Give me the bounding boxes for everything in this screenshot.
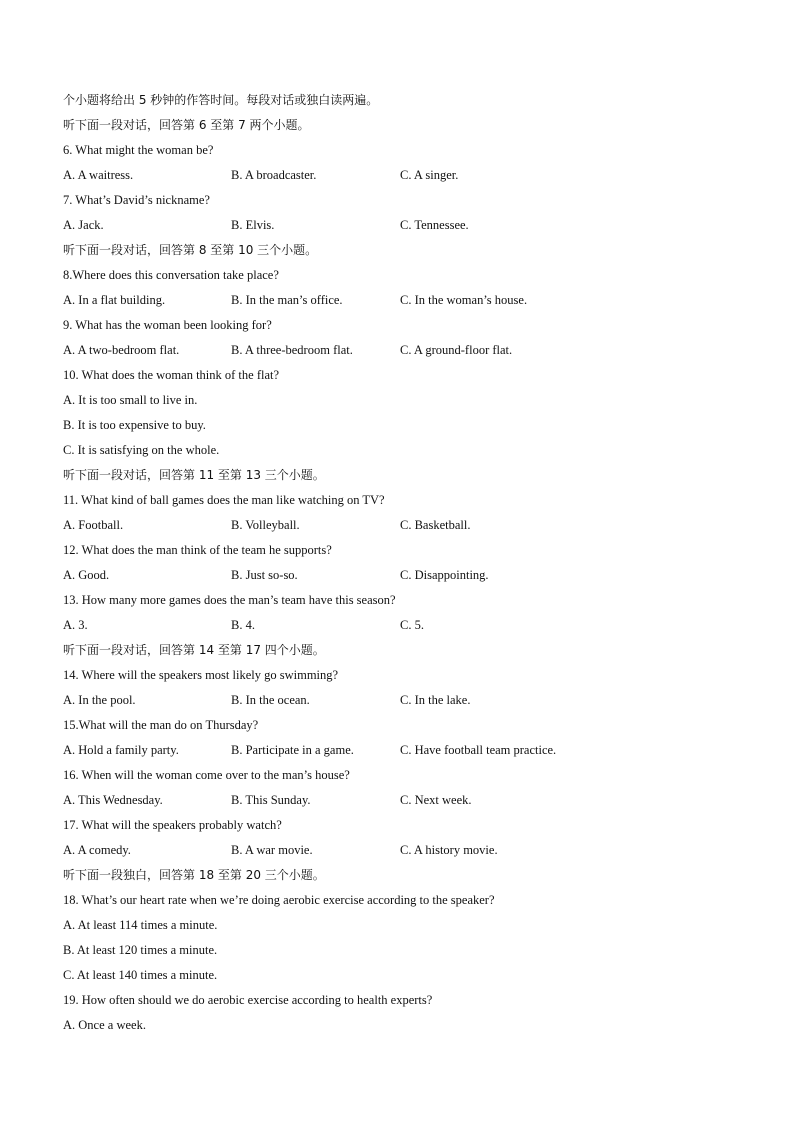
option-a: A. 3.	[63, 618, 88, 632]
option-a: A. Hold a family party.	[63, 743, 179, 757]
question-line: B. At least 120 times a minute.	[63, 943, 218, 957]
option-a: A. In a flat building.	[63, 293, 166, 307]
option-c: C. Next week.	[400, 793, 472, 807]
question-line: C. At least 140 times a minute.	[63, 968, 218, 982]
option-c: C. 5.	[400, 618, 424, 632]
question-line: 10. What does the woman think of the flat?	[63, 368, 280, 382]
question-line: 8.Where does this conversation take place?	[63, 268, 279, 282]
option-b: B. Volleyball.	[231, 518, 300, 532]
answer-options-row	[63, 288, 753, 313]
section-instruction: 听下面一段对话，回答第 8 至第 10 三个小题。	[63, 243, 318, 257]
option-b: B. Elvis.	[231, 218, 275, 232]
question-line: 11. What kind of ball games does the man like watching on TV?	[63, 493, 385, 507]
exam-page	[63, 88, 753, 1038]
answer-options-row	[63, 688, 753, 713]
option-c: C. A history movie.	[400, 843, 498, 857]
answer-options-row	[63, 338, 753, 363]
option-c: C. Basketball.	[400, 518, 471, 532]
option-c: C. Have football team practice.	[400, 743, 557, 757]
option-a: A. A two-bedroom flat.	[63, 343, 180, 357]
option-b: B. This Sunday.	[231, 793, 311, 807]
answer-options-row	[63, 563, 753, 588]
question-line: B. It is too expensive to buy.	[63, 418, 206, 432]
question-line: 9. What has the woman been looking for?	[63, 318, 272, 332]
question-line: A. It is too small to live in.	[63, 393, 198, 407]
option-a: A. Good.	[63, 568, 110, 582]
option-b: B. A three-bedroom flat.	[231, 343, 353, 357]
option-c: C. In the lake.	[400, 693, 471, 707]
section-instruction: 听下面一段对话，回答第 6 至第 7 两个小题。	[63, 118, 310, 132]
answer-options-row	[63, 213, 753, 238]
option-c: C. Tennessee.	[400, 218, 469, 232]
question-line: A. At least 114 times a minute.	[63, 918, 218, 932]
option-c: C. A ground-floor flat.	[400, 343, 513, 357]
option-b: B. A war movie.	[231, 843, 313, 857]
section-instruction: 听下面一段对话，回答第 11 至第 13 三个小题。	[63, 468, 325, 482]
question-line: 18. What’s our heart rate when we’re doing aerobic exercise according to the speaker?	[63, 893, 495, 907]
section-instruction: 个小题将给出 5 秒钟的作答时间。每段对话或独白读两遍。	[63, 93, 379, 107]
option-a: A. Football.	[63, 518, 124, 532]
answer-options-row	[63, 613, 753, 638]
option-b: B. In the man’s office.	[231, 293, 343, 307]
question-line: 12. What does the man think of the team he supports?	[63, 543, 332, 557]
question-line: 13. How many more games does the man’s team have this season?	[63, 593, 396, 607]
option-c: C. In the woman’s house.	[400, 293, 528, 307]
question-line: 15.What will the man do on Thursday?	[63, 718, 259, 732]
question-line: A. Once a week.	[63, 1018, 146, 1032]
answer-options-row	[63, 738, 753, 763]
question-line: 19. How often should we do aerobic exercise according to health experts?	[63, 993, 433, 1007]
answer-options-row	[63, 788, 753, 813]
answer-options-row	[63, 163, 753, 188]
answer-options-row	[63, 838, 753, 863]
question-line: 16. When will the woman come over to the man’s house?	[63, 768, 350, 782]
option-a: A. A comedy.	[63, 843, 131, 857]
option-b: B. Participate in a game.	[231, 743, 354, 757]
option-c: C. Disappointing.	[400, 568, 489, 582]
question-line: 6. What might the woman be?	[63, 143, 214, 157]
section-instruction: 听下面一段独白，回答第 18 至第 20 三个小题。	[63, 868, 325, 882]
option-b: B. Just so-so.	[231, 568, 298, 582]
section-instruction: 听下面一段对话，回答第 14 至第 17 四个小题。	[63, 643, 325, 657]
question-line: C. It is satisfying on the whole.	[63, 443, 220, 457]
option-c: C. A singer.	[400, 168, 459, 182]
option-a: A. This Wednesday.	[63, 793, 163, 807]
option-b: B. 4.	[231, 618, 255, 632]
question-line: 14. Where will the speakers most likely go swimming?	[63, 668, 339, 682]
option-a: A. In the pool.	[63, 693, 136, 707]
option-a: A. A waitress.	[63, 168, 134, 182]
option-a: A. Jack.	[63, 218, 104, 232]
answer-options-row	[63, 513, 753, 538]
option-b: B. A broadcaster.	[231, 168, 317, 182]
question-line: 17. What will the speakers probably watch?	[63, 818, 282, 832]
option-b: B. In the ocean.	[231, 693, 310, 707]
question-line: 7. What’s David’s nickname?	[63, 193, 210, 207]
